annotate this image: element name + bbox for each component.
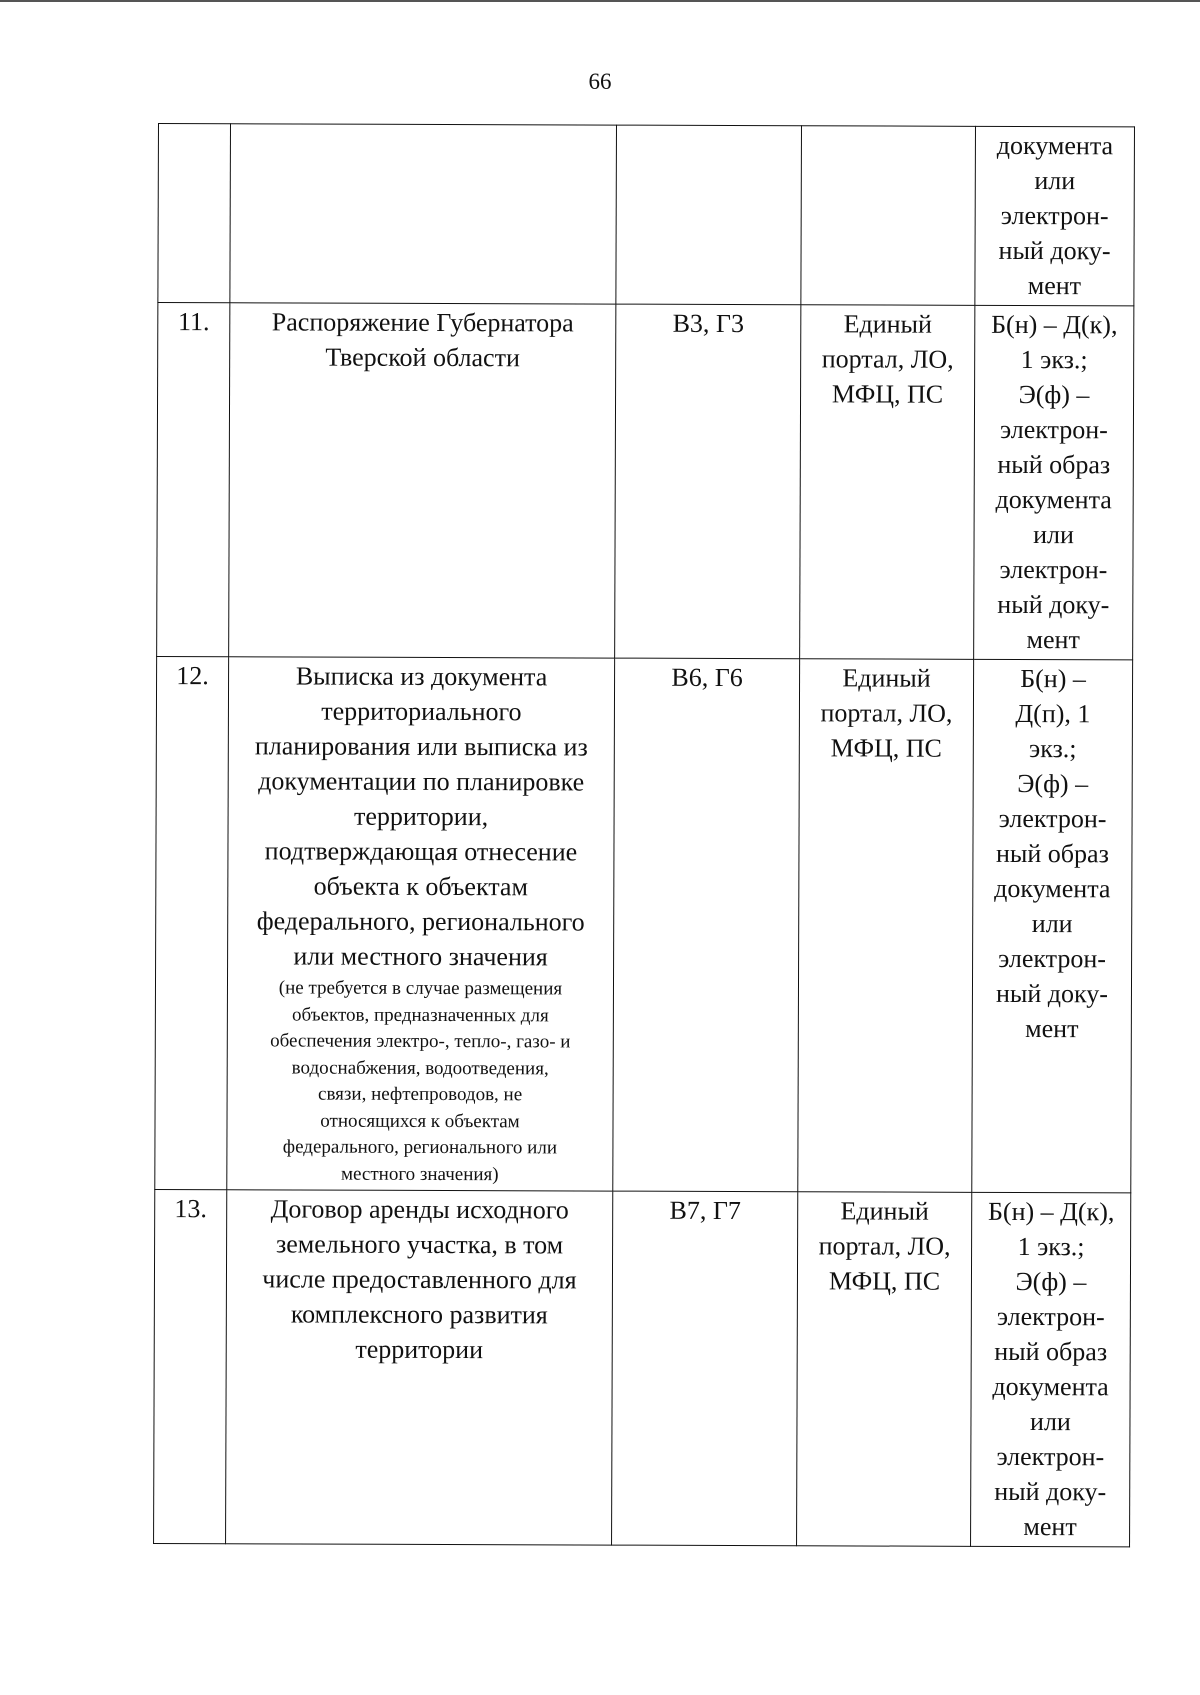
document-form-cell: документа или электрон- ный доку- мент xyxy=(975,126,1135,306)
submission-channel-cell xyxy=(801,126,976,306)
documents-table xyxy=(153,123,1135,1547)
document-name-cell xyxy=(230,124,617,304)
table-row-11 xyxy=(157,303,1134,660)
document-form-cell: Б(н) – Д(к), 1 экз.; Э(ф) – электрон- ный образ документа или электрон- ный доку- мент xyxy=(971,1192,1131,1547)
submission-channel-cell: Единый портал, ЛО, МФЦ, ПС xyxy=(800,305,975,660)
submission-channel-cell: Единый портал, ЛО, МФЦ, ПС xyxy=(798,659,974,1193)
table-row-12 xyxy=(155,656,1133,1192)
table-row-continued xyxy=(158,124,1135,306)
scan-top-edge xyxy=(0,0,1200,2)
document-name-note: (не требуется в случае размещения объектов, предназначенных для обеспечения электро-, тепло-, газо- и водоснабжения, водоотведения, связи, нефтепроводов, не относящихся к объектам федерального, регионального или местного значения) xyxy=(270,977,571,1185)
row-number-cell xyxy=(158,124,231,303)
row-number-cell: 11. xyxy=(157,303,230,657)
requirement-code-cell: В6, Г6 xyxy=(613,658,800,1192)
document-form-cell: Б(н) – Д(п), 1 экз.; Э(ф) – электрон- ный образ документа или электрон- ный доку- мент xyxy=(972,659,1133,1193)
document-name-cell: Договор аренды исходного земельного участка, в том числе предоставленного для комплексного развития территории xyxy=(226,1190,613,1545)
document-name-cell: Распоряжение Губернатора Тверской области xyxy=(229,303,616,658)
document-name-cell xyxy=(227,657,615,1191)
table-row-13 xyxy=(154,1189,1131,1546)
document-form-cell: Б(н) – Д(к), 1 экз.; Э(ф) – электрон- ный образ документа или электрон- ный доку- мент xyxy=(974,305,1134,660)
page-number: 66 xyxy=(588,69,612,94)
row-number-cell: 13. xyxy=(154,1189,227,1543)
submission-channel-cell: Единый портал, ЛО, МФЦ, ПС xyxy=(797,1192,972,1547)
requirement-code-cell xyxy=(616,125,802,305)
document-name-text: Выписка из документа территориального планирования или выписка из документации по планировке территории, подтверждающая отнесение объекта к объектам федерального, регионального или местного значения xyxy=(254,661,588,972)
requirement-code-cell: В7, Г7 xyxy=(612,1191,798,1546)
requirement-code-cell: В3, Г3 xyxy=(615,304,801,659)
row-number-cell: 12. xyxy=(155,656,229,1189)
